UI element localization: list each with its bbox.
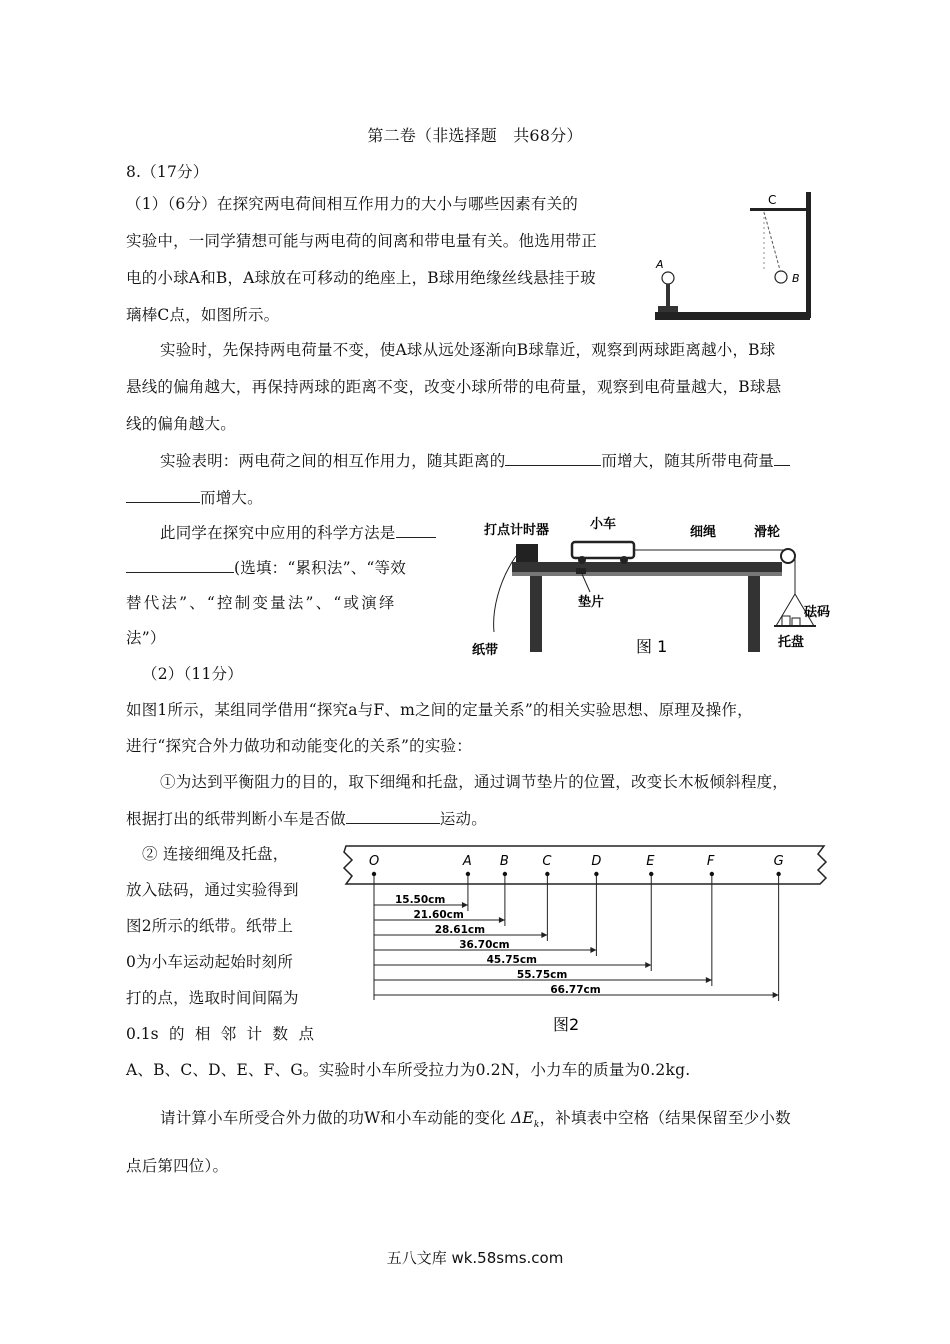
blank-distance[interactable] <box>505 450 601 466</box>
calc-text-b: ，补填表中空格（结果保留至少小数 <box>539 1109 791 1127</box>
conclusion-text-a: 实验表明：两电荷之间的相互作用力，随其距离的 <box>160 452 506 470</box>
step2-line-3: 图2所示的纸带。纸带上 <box>126 917 294 935</box>
cart-body <box>572 542 634 558</box>
dimension-arrow-G <box>773 992 779 998</box>
figure-2-paper-tape <box>338 838 832 1042</box>
blank-method-start[interactable] <box>396 522 436 538</box>
part1-para2-line-1: 实验时，先保持两电荷量不变，使A球从远处逐渐向B球靠近，观察到两球距离越小，B球 <box>160 341 776 359</box>
pad-block <box>576 568 586 574</box>
part1-line-4: 璃棒C点，如图所示。 <box>126 306 280 324</box>
dimension-label-A: 15.50cm <box>394 894 446 906</box>
tape-point-label-A: A <box>462 854 472 869</box>
table-leg-right <box>748 576 760 652</box>
label-weights: 砝码 <box>804 605 830 620</box>
dimension-arrow-F <box>706 977 712 983</box>
silk-thread-offset <box>764 212 780 270</box>
method-line-1 <box>160 522 436 543</box>
tape-point-O <box>372 872 376 876</box>
dimension-arrow-A <box>462 902 468 908</box>
tape-point-C <box>545 872 549 876</box>
footer-watermark: 五八文库 wk.58sms.com <box>386 1249 564 1267</box>
glass-rod <box>750 208 808 211</box>
insulating-base <box>658 306 678 312</box>
part1-line-3: 电的小球A和B，A球放在可移动的绝座上，B球用绝缘丝线悬挂于玻 <box>126 269 596 287</box>
dimension-label-B: 21.60cm <box>413 909 464 921</box>
section-title: 第二卷（非选择题 共68分） <box>367 126 583 145</box>
word: 0.1s <box>126 1025 159 1043</box>
figure-charged-balls <box>650 190 820 330</box>
step2-tail: A、B、C、D、E、F、G。实验时小车所受拉力为0.2N，小力车的质量为0.2kg. <box>126 1061 691 1079</box>
tape-point-label-O: O <box>369 854 380 869</box>
table-leg-left <box>530 576 542 652</box>
conclusion-line-2 <box>126 487 263 508</box>
tape-point-F <box>710 872 714 876</box>
subscript-k: k <box>533 1120 540 1131</box>
dimension-label-G: 66.77cm <box>550 984 601 996</box>
tape-strip <box>344 846 826 884</box>
label-cart: 小车 <box>590 517 617 532</box>
word: 数 <box>272 1025 289 1043</box>
step1-line-1: ①为达到平衡阻力的目的，取下细绳和托盘，通过调节垫片的位置，改变长木板倾斜程度， <box>160 773 789 791</box>
dimension-arrow-D <box>590 947 596 953</box>
dimension-arrow-C <box>541 932 547 938</box>
calc-line-1 <box>160 1108 791 1135</box>
conclusion-text-c: 而增大。 <box>200 489 263 507</box>
question-8-header: 8.（17分） <box>126 163 209 181</box>
step2-line-2: 放入砝码，通过实验得到 <box>126 881 299 899</box>
part2-intro-line-2: 进行“探究合外力做功和动能变化的关系”的实验： <box>126 737 472 755</box>
word: 相 <box>194 1025 211 1043</box>
dimension-label-C: 28.61cm <box>434 924 486 936</box>
tape-point-label-G: G <box>773 854 784 869</box>
part2-intro-line-1: 如图1所示，某组同学借用“探究a与F、m之间的定量关系”的相关实验思想、原理及操作， <box>126 701 753 719</box>
label-rope: 细绳 <box>690 525 717 540</box>
tape-point-label-C: C <box>542 854 552 869</box>
label-b: B <box>792 272 800 285</box>
insulating-post <box>666 284 670 306</box>
step1-text: 根据打出的纸带判断小车是否做 <box>126 810 346 828</box>
blank-motion-type[interactable] <box>346 808 440 824</box>
blank-method[interactable] <box>126 557 234 573</box>
dimension-arrow-B <box>499 917 505 923</box>
dimension-arrow-E <box>645 962 651 968</box>
tape-point-B <box>503 872 507 876</box>
part1-line-2: 实验中，一同学猜想可能与两电荷的间离和带电量有关。他选用带正 <box>126 232 598 250</box>
dimension-label-D: 36.70cm <box>459 939 510 951</box>
method-line-4: 法”） <box>126 629 166 647</box>
delta-ek-symbol <box>510 1109 540 1131</box>
method-line-2 <box>126 557 406 578</box>
tape-point-A <box>466 872 470 876</box>
conclusion-text-b: 而增大，随其所带电荷量 <box>601 452 775 470</box>
tape-point-label-B: B <box>499 854 509 869</box>
conclusion-line-1 <box>160 450 790 471</box>
word: 邻 <box>220 1025 237 1043</box>
calc-line-2: 点后第四位）。 <box>126 1157 229 1175</box>
label-tray: 托盘 <box>778 635 805 650</box>
tape-point-E <box>649 872 653 876</box>
calc-text-a: 请计算小车所受合外力做的功W和小车动能的变化 <box>160 1109 506 1127</box>
part1-line-1: （1）（6分）在探究两电荷间相互作用力的大小与哪些因素有关的 <box>126 195 578 213</box>
part1-para2-line-3: 线的偏角越大。 <box>126 415 236 433</box>
word: 计 <box>246 1025 263 1043</box>
tape-point-G <box>776 872 780 876</box>
method-options-a: (选填：“累积法”、“等效 <box>234 559 406 577</box>
word: 点 <box>298 1025 314 1043</box>
delta-e: ΔE <box>510 1109 534 1127</box>
blank-charge[interactable] <box>126 487 200 503</box>
figure-2-caption: 图2 <box>553 1015 580 1034</box>
method-line-3: 替代法”、“控制变量法”、“或演绎 <box>126 594 397 612</box>
pulley <box>781 549 795 563</box>
long-board <box>512 562 782 572</box>
dimension-label-E: 45.75cm <box>486 954 538 966</box>
figure-1-caption: 图 1 <box>636 637 668 656</box>
part1-para2-line-2: 悬线的偏角越大，再保持两球的距离不变，改变小球所带的电荷量，观察到电荷量越大，B球悬 <box>126 378 782 396</box>
ticker-timer <box>516 544 538 562</box>
label-timer: 打点计时器 <box>484 523 550 538</box>
tape-point-D <box>594 872 598 876</box>
tape-point-label-D: D <box>591 854 602 869</box>
step1-line-2 <box>126 808 487 829</box>
step2-line-5: 打的点，选取时间间隔为 <box>126 989 299 1007</box>
method-text: 此同学在探究中应用的科学方法是 <box>160 524 396 542</box>
blank-charge-start[interactable] <box>774 450 790 466</box>
tape-point-label-E: E <box>646 854 655 869</box>
word: 的 <box>168 1025 185 1043</box>
ball-a <box>662 272 674 284</box>
label-a: A <box>656 258 664 271</box>
label-pulley: 滑轮 <box>754 525 781 540</box>
step2-line-4: 0为小车运动起始时刻所 <box>126 953 294 971</box>
label-pad: 垫片 <box>578 595 605 610</box>
tape-point-label-F: F <box>706 854 715 869</box>
dimension-label-F: 55.75cm <box>516 969 568 981</box>
step1-tail: 运动。 <box>439 810 487 828</box>
step2-line-6 <box>126 1024 314 1044</box>
step2-line-1: ② 连接细绳及托盘， <box>142 845 289 863</box>
part2-header: （2）（11分） <box>142 665 243 683</box>
label-c: C <box>768 193 777 207</box>
ball-b <box>775 271 787 283</box>
label-tape: 纸带 <box>472 643 499 658</box>
ground-base <box>655 312 810 320</box>
figure-1-cart-setup <box>458 512 830 666</box>
